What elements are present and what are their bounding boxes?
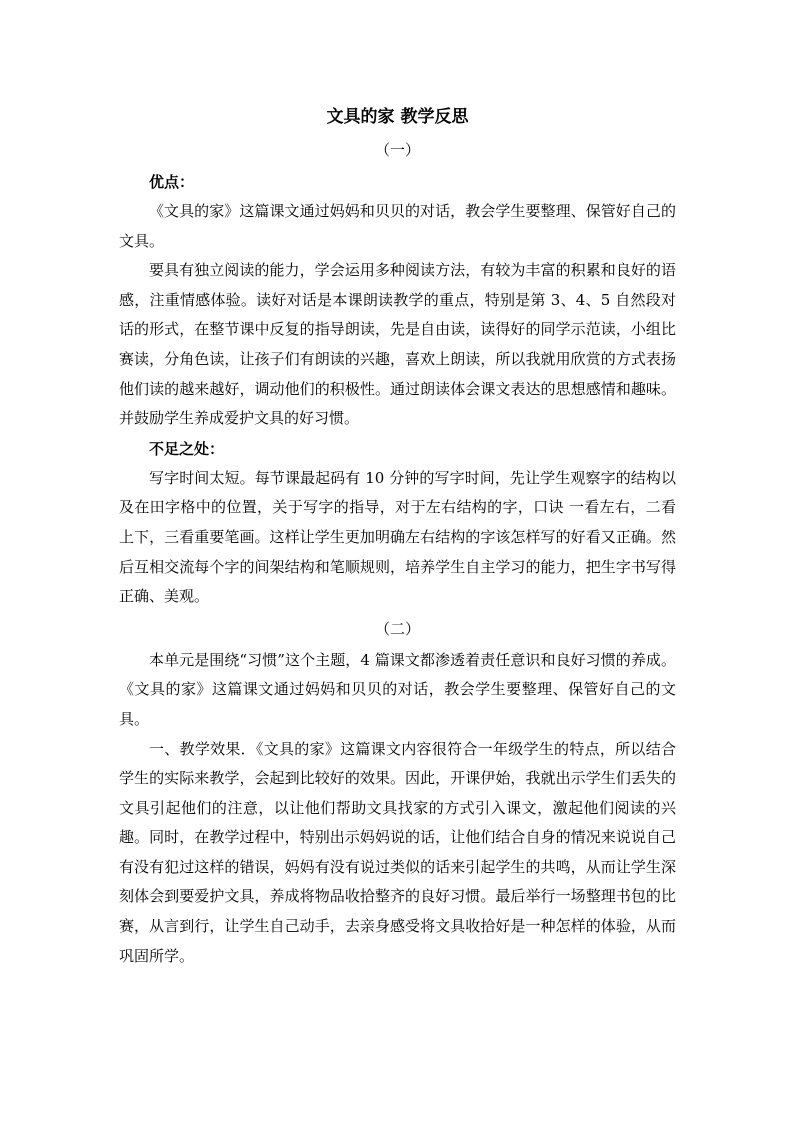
section-one-mark: （一） bbox=[374, 141, 420, 159]
paragraph: 写字时间太短。每节课最起码有 10 分钟的写字时间，先让学生观察字的结构以及在田字格中的位置，关于写字的指导，对于左右结构的字，口诀 一看左右，二看上下，三看重要笔画。这样让学生更加明确左右结构的字该怎样写的好看又正确。然后互相交流每个字的间架结构和笔顺规则，培养学生自主学习的能力，把生字书写得正确、美观。 bbox=[119, 468, 676, 606]
paragraph: 要具有独立阅读的能力，学会运用多种阅读方法，有较为丰富的积累和良好的语感，注重情感体验。读好对话是本课朗读教学的重点，特别是第 3、4、5 自然段对话的形式，在整节课中反复的指导朗读，先是自由读，读得好的同学示范读，小组比赛读，分角色读，让孩子们有朗读的兴趣，喜欢上朗读，所以我就用欣赏的方式表扬他们读的越来越好，调动他们的积极性。通过朗读体会课文表达的思想感情和趣味。并鼓励学生养成爱护文具的好习惯。 bbox=[119, 261, 676, 428]
paragraph: 一、教学效果．《文具的家》这篇课文内容很符合一年级学生的特点，所以结合学生的实际来教学，会起到比较好的效果。因此，开课伊始，我就出示学生们丢失的文具引起他们的注意，以让他们帮助文具找家的方式引入课文，激起他们阅读的兴趣。同时，在教学过程中，特别出示妈妈说的话，让他们结合自身的情况来说说自己有没有犯过这样的错误，妈妈有没有说过类似的话来引起学生的共鸣，从而让学生深刻体会到要爱护文具，养成将物品收拾整齐的良好习惯。最后举行一场整理书包的比赛，从言到行，让学生自己动手，去亲身感受将文具收拾好是一种怎样的体验，从而巩固所学。 bbox=[119, 739, 676, 965]
document-title: 文具的家 教学反思 bbox=[326, 107, 469, 127]
strengths-heading: 优点： bbox=[149, 173, 195, 191]
paragraph: 本单元是围绕“习惯”这个主题，4 篇课文都渗透着责任意识和良好习惯的养成。《文具的家》这篇课文通过妈妈和贝贝的对话，教会学生要整理、保管好自己的文具。 bbox=[119, 650, 676, 728]
weakness-heading: 不足之处： bbox=[149, 439, 225, 458]
section-two-mark: （二） bbox=[374, 619, 420, 638]
document-body bbox=[119, 103, 676, 971]
paragraph: 《文具的家》这篇课文通过妈妈和贝贝的对话，教会学生要整理、保管好自己的文具。 bbox=[119, 202, 676, 250]
